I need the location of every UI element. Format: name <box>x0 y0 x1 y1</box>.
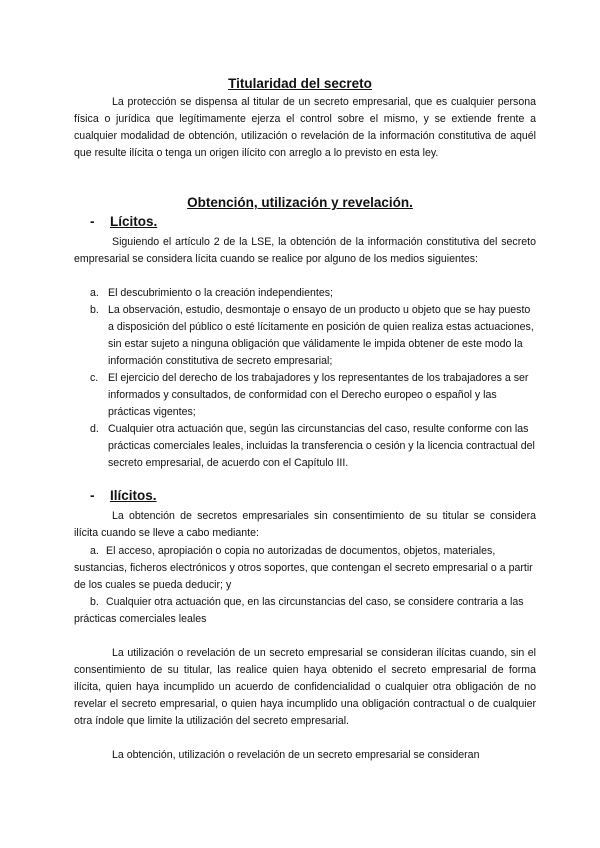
licitos-item <box>90 370 536 421</box>
list-label: a. <box>90 545 99 557</box>
ilicitos-paragraph-consideran: La obtención, utilización o revelación de un secreto empresarial se consideran <box>112 749 480 761</box>
titularidad-paragraph: La protección se dispensa al titular de un secreto empresarial, que es cualquier persona física o jurídica que legítimamente ejerza el control sobre el mismo, y se extiende frente a cualquier modalidad de obtención, utilización o revelación de la información constitutiva de aquél que resulte ilícita o tenga un origen ilícito con arreglo a lo previsto en esta ley. <box>74 96 536 159</box>
heading-ilicitos <box>90 488 157 503</box>
section-title-titularidad: Titularidad del secreto <box>228 76 372 91</box>
ilicitos-paragraph-utilizacion: La utilización o revelación de un secreto empresarial se consideran ilícitas cuando, sin el consentimiento de su titular, las realice quien haya obtenido el secreto empresarial de forma ilícita, quien haya incumplido un acuerdo de confidencialidad o cualquier otra obligación de no revelar el secreto empresarial, o quien haya incumplido una obligación contractual o de cualquier otra índole que limite la utilización del secreto empresarial. <box>74 647 536 727</box>
list-label: b. <box>90 304 99 316</box>
list-text: La observación, estudio, desmontaje o ensayo de un producto u objeto que se hay puesto a disposición del público o esté lícitamente en posición de quien realiza estas actuaciones, sin estar sujeto a ninguna obligación que válidamente le impida obtener de este modo la información constitutiva de secreto empresarial; <box>108 304 534 367</box>
bullet-dash: - <box>90 488 95 503</box>
ilicitos-item <box>74 594 536 628</box>
list-text: El descubrimiento o la creación independientes; <box>108 287 333 299</box>
licitos-item <box>90 285 536 302</box>
ilicitos-item <box>74 543 536 594</box>
heading-ilicitos-text: Ilícitos. <box>110 488 157 503</box>
bullet-dash: - <box>90 214 95 229</box>
list-text: Cualquier otra actuación que, en las circunstancias del caso, se considere contraria a las prácticas comerciales leales <box>74 596 524 625</box>
section-title-obtencion: Obtención, utilización y revelación. <box>187 195 413 210</box>
heading-licitos <box>90 214 157 229</box>
list-label: a. <box>90 287 99 299</box>
list-label: c. <box>90 372 99 384</box>
list-label: d. <box>90 423 99 435</box>
list-text: El ejercicio del derecho de los trabajadores y los representantes de los trabajadores a ser informados y consultados, de conformidad con el Derecho europeo o español y las prácticas vigentes; <box>108 372 529 418</box>
ilicitos-intro: La obtención de secretos empresariales sin consentimiento de su titular se considera ilícita cuando se lleve a cabo mediante: <box>74 510 536 539</box>
licitos-intro: Siguiendo el artículo 2 de la LSE, la obtención de la información constitutiva del secreto empresarial se considera lícita cuando se realice por alguno de los medios siguientes: <box>74 236 536 265</box>
list-text: Cualquier otra actuación que, según las circunstancias del caso, resulte conforme con las prácticas comerciales leales, incluidas la transferencia o cesión y la licencia contractual del secreto empresarial, de acuerdo con el Capítulo III. <box>108 423 535 469</box>
licitos-item <box>90 421 536 472</box>
list-label: b. <box>90 596 99 608</box>
list-text: El acceso, apropiación o copia no autorizadas de documentos, objetos, materiales, sustancias, ficheros electrónicos y otros soportes, que contengan el secreto empresarial o a partir de los cuales se pueda deducir; y <box>74 545 533 591</box>
licitos-item <box>90 302 536 370</box>
heading-licitos-text: Lícitos. <box>110 214 158 229</box>
